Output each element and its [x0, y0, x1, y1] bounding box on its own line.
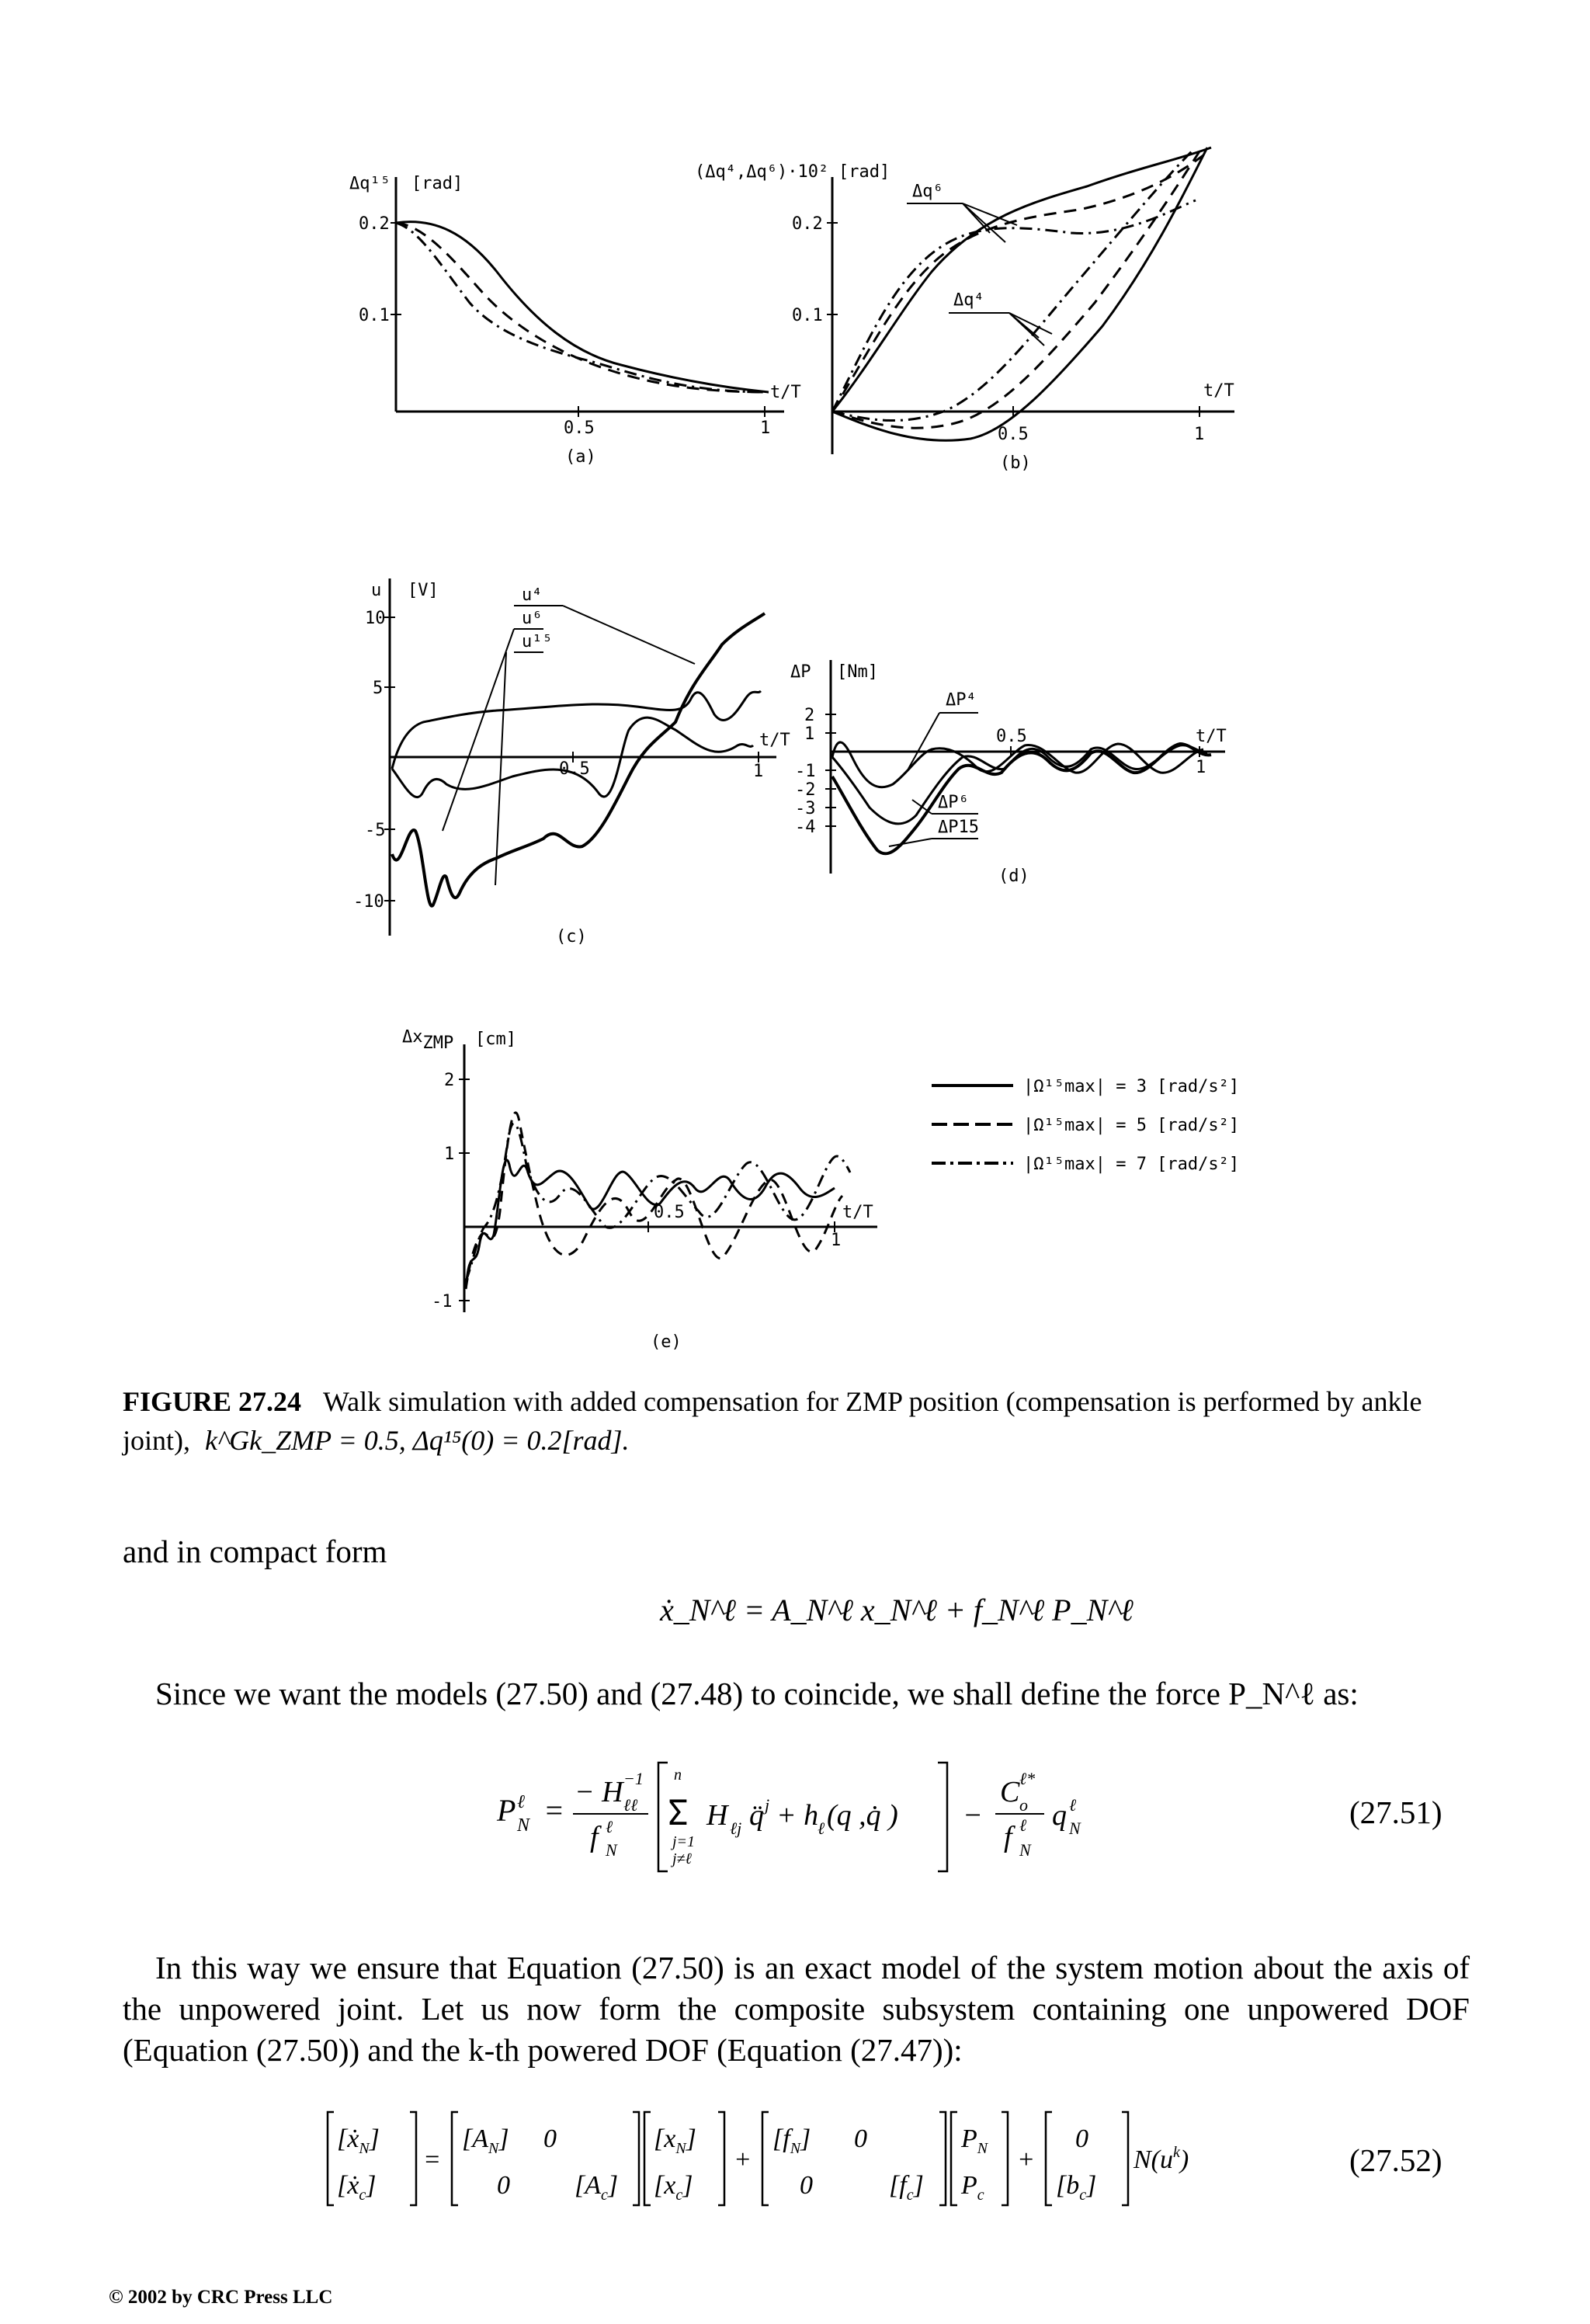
panel-c-x-label: t/T — [759, 731, 790, 750]
svg-text:−1: −1 — [623, 1769, 644, 1788]
figure-caption — [123, 1382, 1470, 1460]
svg-text:j≠ℓ: j≠ℓ — [672, 1850, 692, 1867]
panel-a-label: (a) — [565, 447, 596, 467]
svg-text:N(uk): $N(u^k)$ — [1133, 2144, 1189, 2174]
caption-text: Walk simulation with added compensation for ZMP position (compensation is performed by ankle joint), — [123, 1386, 1422, 1456]
panel-b-x-tick: 1 — [1194, 425, 1205, 444]
panel-b-x-label: t/T — [1203, 381, 1234, 401]
panel-d-unit: [Nm] — [837, 662, 878, 682]
svg-text:P: P — [497, 1793, 516, 1828]
panel-e-x-tick: 0.5 — [654, 1203, 685, 1222]
caption-params: k^Gk_ZMP = 0.5, Δq¹⁵(0) = 0.2[rad]. — [205, 1425, 630, 1456]
svg-text:j=1: j=1 — [672, 1833, 696, 1850]
panel-b-label: (b) — [1000, 453, 1031, 473]
svg-text:+: + — [1017, 2145, 1035, 2174]
panel-b-curve-label: Δq⁶ — [912, 182, 943, 201]
legend — [932, 1077, 1239, 1174]
panel-d-label: (d) — [998, 867, 1029, 886]
svg-text:=: = — [543, 1793, 564, 1828]
svg-text:[xc]: $[x_c]$ — [654, 2171, 693, 2204]
panel-a-x-tick: 1 — [760, 419, 771, 438]
panel-d-x-tick: 1 — [1196, 758, 1206, 777]
panel-e-x-label: t/T — [842, 1203, 873, 1222]
panel-d-y-tick: 2 — [804, 706, 815, 725]
panel-b — [695, 148, 1234, 473]
panel-d-y-tick: 1 — [804, 724, 815, 744]
panel-c-y-tick: -5 — [365, 821, 386, 840]
svg-text:+ h: + h — [776, 1799, 819, 1832]
panel-d-x-tick: 0.5 — [996, 727, 1027, 746]
equation-number-27-52: (27.52) — [1349, 2142, 1442, 2178]
curve-q4-omega-5 — [832, 151, 1199, 428]
equation-number-27-51: (27.51) — [1349, 1794, 1442, 1830]
svg-text:+: + — [734, 2145, 752, 2174]
panel-c — [353, 578, 790, 947]
panel-c-y-tick: 10 — [365, 609, 386, 628]
svg-text:[Ac]: $[A_c]$ — [575, 2171, 619, 2204]
svg-text:n: n — [674, 1766, 682, 1784]
svg-text:[fN]: $[f_N]$ — [772, 2124, 811, 2157]
panel-b-y-tick: 0.1 — [792, 306, 823, 325]
curve-zmp-omega-3 — [466, 1160, 835, 1289]
panel-c-y-tick: 5 — [373, 679, 384, 698]
panel-d-y-tick: -1 — [795, 762, 816, 781]
svg-text:N: N — [606, 1840, 617, 1860]
svg-text:[ẋc]: [ẋ$_c$] — [337, 2171, 377, 2204]
panel-d-curve-label: ΔP⁴ — [946, 690, 977, 710]
svg-text:q̈: q̈ — [749, 1799, 764, 1832]
panel-e-y-tick: -1 — [432, 1292, 453, 1311]
svg-text:0: 0 — [497, 2171, 510, 2200]
panel-d-x-label: t/T — [1196, 727, 1227, 746]
panel-b-y-label: (Δq⁴,Δq⁶)·10² — [695, 162, 829, 182]
paragraph-define-force: Since we want the models (27.50) and (27.48) to coincide, we shall define the force P_N^ℓ as: — [155, 1676, 1359, 1711]
svg-text:[bc]: $[b_c]$ — [1056, 2171, 1097, 2204]
panel-b-y-tick: 0.2 — [792, 214, 823, 234]
curve-q4-omega-3 — [832, 148, 1207, 440]
panel-c-label: (c) — [556, 927, 587, 947]
svg-text:0: 0 — [543, 2124, 557, 2153]
svg-text:ℓ: ℓ — [818, 1819, 825, 1838]
panel-c-x-tick: 1 — [753, 762, 764, 781]
equation-27-51 — [481, 1747, 1102, 1883]
panel-d-y-tick: -4 — [795, 818, 816, 837]
panel-c-y-tick: -10 — [353, 892, 384, 912]
panel-e-y-label: ΔxZMP — [402, 1027, 454, 1053]
equation-compact: ẋ_N^ℓ = A_N^ℓ x_N^ℓ + f_N^ℓ P_N^ℓ — [660, 1593, 1133, 1627]
panel-d-y-tick: -3 — [795, 799, 816, 818]
svg-text:N: N — [517, 1815, 530, 1836]
paragraph-composite-subsystem: In this way we ensure that Equation (27.50) is an exact model of the system motion about the axis of the unpowered joint. Let us now form the composite subsystem containing one unpowered DOF (Equation (27.50)) and the k-th powered DOF (Equation (27.47)): — [123, 1950, 1470, 2068]
svg-text:(q ,q̇ ): (q ,q̇ ) — [827, 1799, 898, 1832]
svg-text:ℓ: ℓ — [1019, 1815, 1027, 1835]
panel-c-x-tick: 0.5 — [559, 759, 590, 779]
panel-c-unit: [V] — [408, 581, 439, 600]
svg-text:[AN]: $[A_N]$ — [462, 2124, 509, 2157]
panel-a-y-tick: 0.2 — [359, 214, 390, 234]
curve-omega-5 — [396, 223, 769, 392]
panel-b-unit: [rad] — [838, 162, 890, 182]
svg-text:0: 0 — [854, 2124, 867, 2153]
svg-text:−: − — [963, 1799, 983, 1832]
svg-text:N: N — [1069, 1819, 1081, 1838]
panel-b-curve-label: Δq⁴ — [953, 290, 984, 310]
paragraph-compact-form: and in compact form — [123, 1534, 387, 1569]
svg-text:=: = — [423, 2145, 441, 2174]
panel-a-x-tick: 0.5 — [564, 419, 595, 438]
svg-text:ℓ: ℓ — [606, 1817, 613, 1836]
panel-b-x-tick: 0.5 — [998, 425, 1029, 444]
curve-zmp-omega-5 — [466, 1113, 842, 1289]
panel-d-curve-label: ΔP⁶ — [938, 793, 969, 812]
svg-text:f: f — [590, 1821, 599, 1853]
copyright-footer: © 2002 by CRC Press LLC — [109, 2287, 333, 2308]
svg-text:0: 0 — [800, 2171, 813, 2200]
svg-text:N: N — [1019, 1840, 1031, 1860]
panel-e-x-tick: 1 — [831, 1231, 842, 1250]
panel-d-y-label: ΔP — [790, 662, 811, 682]
svg-text:ℓj: ℓj — [730, 1819, 742, 1838]
panel-c-curve-label: u¹⁵ — [522, 632, 553, 651]
svg-text:[ẋN]: [ẋ$_N$] — [337, 2124, 380, 2157]
panel-e-y-tick: 1 — [444, 1145, 455, 1164]
panel-e — [402, 1027, 877, 1352]
svg-text:ℓ: ℓ — [517, 1792, 525, 1812]
panel-a — [349, 174, 801, 467]
svg-text:0: 0 — [1075, 2124, 1088, 2153]
svg-text:Pc: $P_c$ — [961, 2171, 984, 2204]
panel-e-y-tick: 2 — [444, 1071, 455, 1090]
svg-text:j: j — [765, 1795, 770, 1815]
figure-label: FIGURE 27.24 — [123, 1386, 302, 1417]
svg-text:ℓ: ℓ — [1069, 1795, 1077, 1815]
svg-text:C: C — [1000, 1776, 1020, 1808]
panel-e-label: (e) — [651, 1332, 682, 1352]
svg-text:Σ: Σ — [668, 1794, 689, 1833]
svg-text:q: q — [1052, 1799, 1067, 1832]
legend-entry: |Ω¹⁵max| = 7 [rad/s²] — [1023, 1155, 1240, 1174]
svg-text:[xN]: $[x_N]$ — [654, 2124, 696, 2157]
svg-text:ℓ*: ℓ* — [1019, 1769, 1036, 1788]
panel-e-unit: [cm] — [475, 1030, 516, 1049]
panel-a-unit: [rad] — [411, 174, 463, 193]
svg-text:o: o — [1019, 1795, 1028, 1815]
panel-d-curve-label: ΔP15 — [938, 818, 979, 837]
panel-c-y-label: u — [371, 581, 382, 600]
panel-a-x-label: t/T — [770, 383, 801, 402]
curve-omega-3 — [396, 222, 769, 392]
curve-q4-omega-7 — [832, 151, 1192, 421]
svg-text:H: H — [706, 1799, 728, 1832]
legend-entry: |Ω¹⁵max| = 5 [rad/s²] — [1023, 1116, 1240, 1135]
panel-c-curve-label: u⁶ — [522, 609, 543, 628]
curve-q6-omega-5 — [832, 155, 1203, 412]
curve-omega-7 — [396, 223, 769, 392]
svg-text:ℓℓ: ℓℓ — [623, 1795, 638, 1815]
panel-a-y-tick: 0.1 — [359, 306, 390, 325]
panel-a-y-label: Δq¹⁵ — [349, 174, 391, 193]
curve-q6-omega-3 — [832, 148, 1211, 412]
panel-d — [790, 660, 1227, 886]
svg-text:f: f — [1004, 1821, 1012, 1853]
svg-text:[fc]: $[f_c]$ — [889, 2171, 924, 2204]
panel-d-y-tick: -2 — [795, 780, 816, 800]
legend-entry: |Ω¹⁵max| = 3 [rad/s²] — [1023, 1077, 1240, 1096]
curve-q6-omega-7 — [832, 200, 1196, 412]
equation-27-52 — [326, 2104, 1289, 2213]
svg-text:PN: $P_N$ — [961, 2124, 988, 2157]
panel-c-curve-label: u⁴ — [522, 585, 543, 605]
svg-text:− H: − H — [575, 1776, 623, 1808]
